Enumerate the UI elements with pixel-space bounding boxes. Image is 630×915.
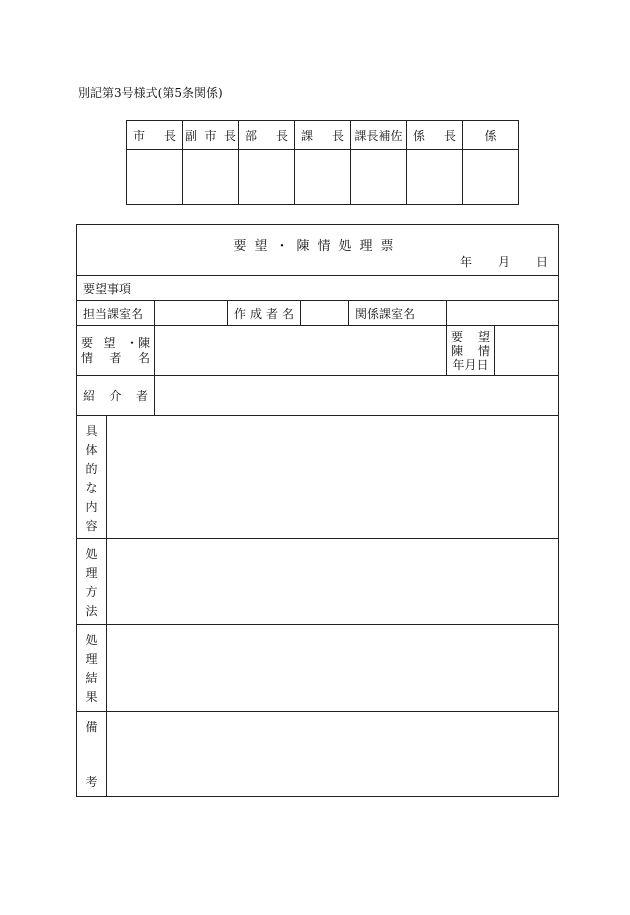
form-header	[77, 225, 559, 276]
approval-seal-table	[126, 120, 519, 205]
approval-header-mayor: 市 長	[127, 121, 183, 150]
seal-box[interactable]	[239, 150, 295, 205]
remarks-label: 備 考	[77, 712, 107, 797]
approval-header-department-head: 部 長	[239, 121, 295, 150]
petitioner-label: 要 望 ・陳 情 者 名	[77, 326, 155, 376]
approval-header-subsection-chief: 係 長	[407, 121, 463, 150]
seal-box[interactable]	[407, 150, 463, 205]
approval-header-staff: 係	[463, 121, 519, 150]
seal-box[interactable]	[295, 150, 351, 205]
request-date-field[interactable]	[495, 326, 559, 376]
processing-form	[76, 224, 559, 797]
request-date-label: 要 望 陳 情 年月日	[447, 326, 495, 376]
form-title: 要望・陳情処理票	[233, 239, 402, 254]
introducer-field[interactable]	[155, 376, 559, 416]
approval-header-deputy-mayor: 副 市 長	[183, 121, 239, 150]
result-field[interactable]	[107, 625, 559, 712]
method-field[interactable]	[107, 539, 559, 625]
form-date: 年 月 日	[459, 255, 548, 269]
form-reference: 別記第3号様式(第5条関係)	[78, 86, 223, 100]
seal-box[interactable]	[463, 150, 519, 205]
approval-header-assistant-chief: 課長補佐	[351, 121, 407, 150]
related-dept-field[interactable]	[447, 301, 559, 326]
approval-header-section-chief: 課 長	[295, 121, 351, 150]
dept-field[interactable]	[155, 301, 228, 326]
details-field[interactable]	[107, 416, 559, 539]
introducer-label: 紹 介 者	[77, 376, 155, 416]
result-label: 処 理 結 果	[77, 625, 107, 712]
dept-label: 担当課室名	[77, 301, 155, 326]
details-label: 具 体 的 な 内 容	[77, 416, 107, 539]
seal-box[interactable]	[351, 150, 407, 205]
seal-box[interactable]	[127, 150, 183, 205]
author-field[interactable]	[301, 301, 349, 326]
related-dept-label: 関係課室名	[349, 301, 447, 326]
petitioner-field[interactable]	[155, 326, 447, 376]
author-label: 作 成 者 名	[228, 301, 301, 326]
method-label: 処 理 方 法	[77, 539, 107, 625]
remarks-field[interactable]	[107, 712, 559, 797]
request-matter-label: 要望事項	[77, 276, 559, 301]
seal-box[interactable]	[183, 150, 239, 205]
